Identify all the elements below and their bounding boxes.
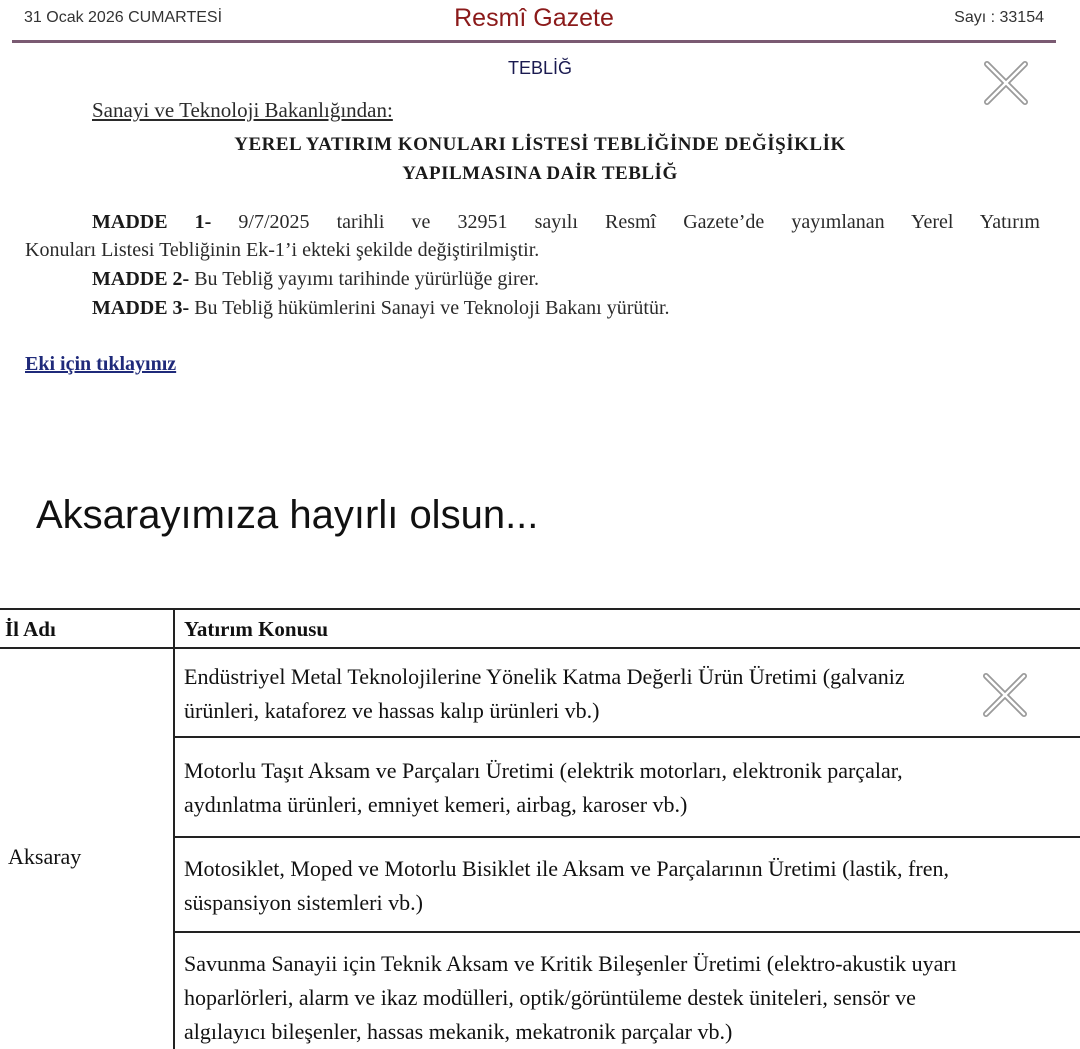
gazette-date: 31 Ocak 2026 CUMARTESİ — [24, 9, 223, 26]
ministry-name: Sanayi ve Teknoloji Bakanlığından: — [92, 98, 393, 122]
article-3-text: Bu Tebliğ hükümlerini Sanayi ve Teknoloji Bakanı yürütür. — [189, 297, 670, 319]
province-cell: Aksaray — [8, 844, 82, 869]
gazette-title: Resmî Gazete — [454, 4, 614, 32]
table-row-line: algılayıcı bileşenler, hassas mekanik, mekatronik parçalar vb.) — [184, 1019, 733, 1044]
table-rule-row-2 — [173, 836, 1080, 838]
table-rule-header-top — [0, 608, 1080, 610]
investment-topics-table — [0, 608, 1080, 1049]
close-icon-graphic — [983, 60, 1029, 106]
document-heading-line-1: YEREL YATIRIM KONULARI LİSTESİ TEBLİĞİNDE DEĞİŞİKLİK — [234, 134, 846, 155]
gazette-issue-number: Sayı : 33154 — [954, 9, 1044, 26]
table-row-line: süspansiyon sistemleri vb.) — [184, 890, 423, 915]
article-2-text: Bu Tebliğ yayımı tarihinde yürürlüğe girer. — [189, 268, 540, 290]
table-row-line: aydınlatma ürünleri, emniyet kemeri, airbag, karoser vb.) — [184, 792, 688, 817]
table-row-line: ürünleri, kataforez ve hassas kalıp ürünleri vb.) — [184, 698, 600, 723]
column-header-investment-topic: Yatırım Konusu — [184, 617, 329, 641]
table-row-line: Motosiklet, Moped ve Motorlu Bisiklet ile Aksam ve Parçalarının Üretimi (lastik, fren, — [184, 856, 949, 881]
close-icon[interactable] — [982, 672, 1028, 718]
article-2-label: MADDE 2- — [92, 268, 190, 290]
article-3-label: MADDE 3- — [92, 297, 190, 319]
article-1-text: 9/7/2025 tarihli ve 32951 sayılı Resmî Gazete’de yayımlanan Yerel Yatırım — [211, 211, 1040, 233]
close-icon-graphic — [982, 672, 1028, 718]
table-row-line: Motorlu Taşıt Aksam ve Parçaları Üretimi (elektrik motorları, elektronik parçalar, — [184, 758, 903, 783]
table-row — [184, 754, 1064, 822]
table-row-line: hoparlörleri, alarm ve ikaz modülleri, optik/görüntüleme destek üniteleri, sensör ve — [184, 985, 916, 1010]
table-rule-row-1 — [173, 736, 1080, 738]
annex-link[interactable]: Eki için tıklayınız — [25, 353, 177, 375]
table-row-line: Endüstriyel Metal Teknolojilerine Yönelik Katma Değerli Ürün Üretimi (galvaniz — [184, 664, 905, 689]
article-1-label: MADDE 1- — [92, 211, 212, 233]
section-label: TEBLİĞ — [507, 58, 573, 78]
table-row — [184, 660, 1064, 728]
table-rule-column — [173, 608, 175, 1049]
article-1 — [92, 211, 1040, 234]
column-header-province: İl Adı — [5, 617, 56, 641]
article-2 — [92, 268, 539, 291]
post-caption: Aksarayımıza hayırlı olsun... — [36, 493, 539, 537]
article-3 — [92, 297, 670, 320]
gazette-header — [12, 0, 1056, 43]
table-row-line: Savunma Sanayii için Teknik Aksam ve Kritik Bileşenler Üretimi (elektro-akustik uyarı — [184, 951, 957, 976]
close-icon[interactable] — [983, 60, 1029, 106]
document-heading-line-2: YAPILMASINA DAİR TEBLİĞ — [402, 163, 678, 184]
table-rule-header-bottom — [0, 647, 1080, 649]
table-row — [184, 852, 1064, 920]
table-row — [184, 947, 1064, 1049]
table-rule-row-3 — [173, 931, 1080, 933]
article-1-continuation: Konuları Listesi Tebliğinin Ek-1’i ekteki şekilde değiştirilmiştir. — [25, 239, 540, 261]
